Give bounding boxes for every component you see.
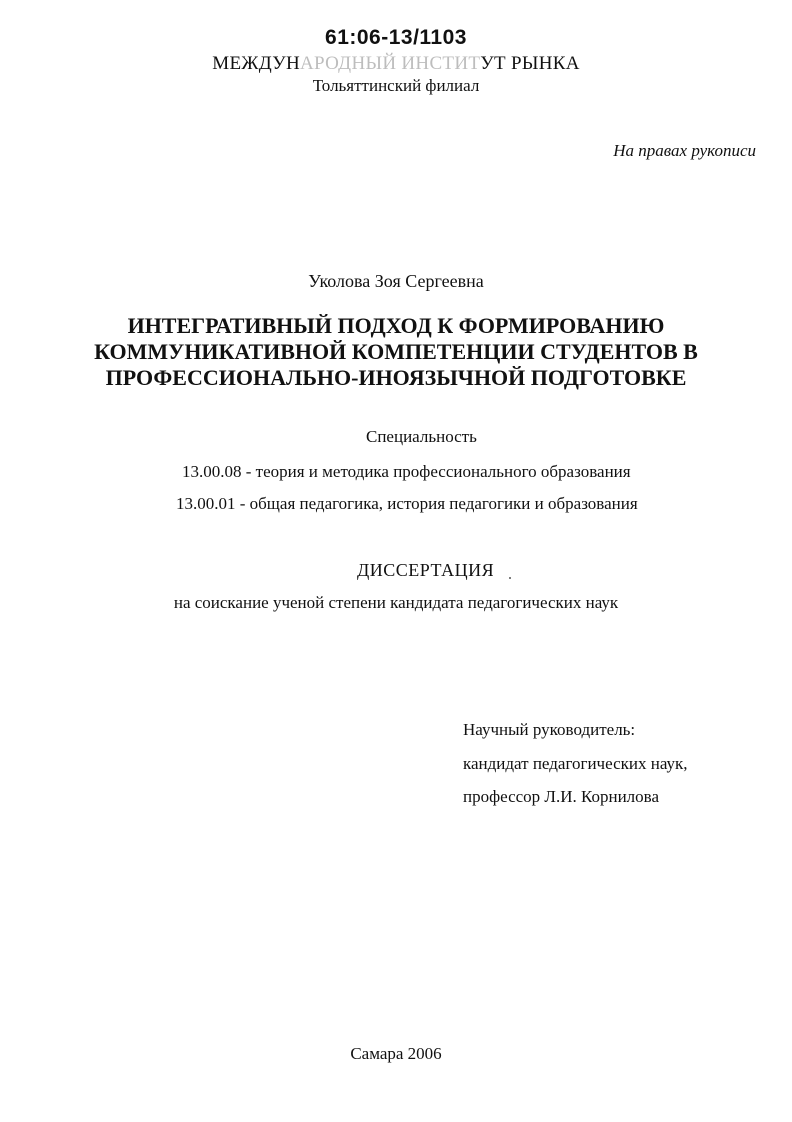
advisor-degree: кандидат педагогических наук, <box>463 754 688 773</box>
author-name: Уколова Зоя Сергеевна <box>308 271 484 291</box>
specialty-label: Специальность <box>366 427 477 446</box>
city-year: Самара 2006 <box>350 1044 442 1063</box>
archive-code-stamp: 61:06-13/1103 <box>325 26 467 49</box>
title-line-2: КОММУНИКАТИВНОЙ КОМПЕТЕНЦИИ СТУДЕНТОВ В <box>94 339 698 364</box>
title-line-3: ПРОФЕССИОНАЛЬНО-ИНОЯЗЫЧНОЙ ПОДГОТОВКЕ <box>105 365 687 390</box>
document-type: ДИССЕРТАЦИЯ <box>357 560 495 580</box>
institution-name-obscured: АРОДНЫЙ ИНСТИТ <box>299 53 481 74</box>
branch-name: Тольяттинский филиал <box>312 76 480 95</box>
advisor-label: Научный руководитель: <box>463 720 636 739</box>
institution-name-right: УТ РЫНКА <box>480 53 580 74</box>
degree-purpose: на соискание ученой степени кандидата педагогических наук <box>173 593 619 612</box>
rights-note: На правах рукописи <box>613 141 756 160</box>
institution-name-left: МЕЖДУН <box>212 53 300 74</box>
specialty-item-1: 13.00.08 - теория и методика профессионального образования <box>182 462 631 481</box>
title-line-1: ИНТЕГРАТИВНЫЙ ПОДХОД К ФОРМИРОВАНИЮ <box>127 313 665 338</box>
institution-name <box>0 53 792 75</box>
scan-speck <box>509 577 511 579</box>
specialty-item-2: 13.00.01 - общая педагогика, история педагогики и образования <box>176 494 638 513</box>
dissertation-title <box>0 313 792 391</box>
advisor-name: профессор Л.И. Корнилова <box>463 787 659 806</box>
